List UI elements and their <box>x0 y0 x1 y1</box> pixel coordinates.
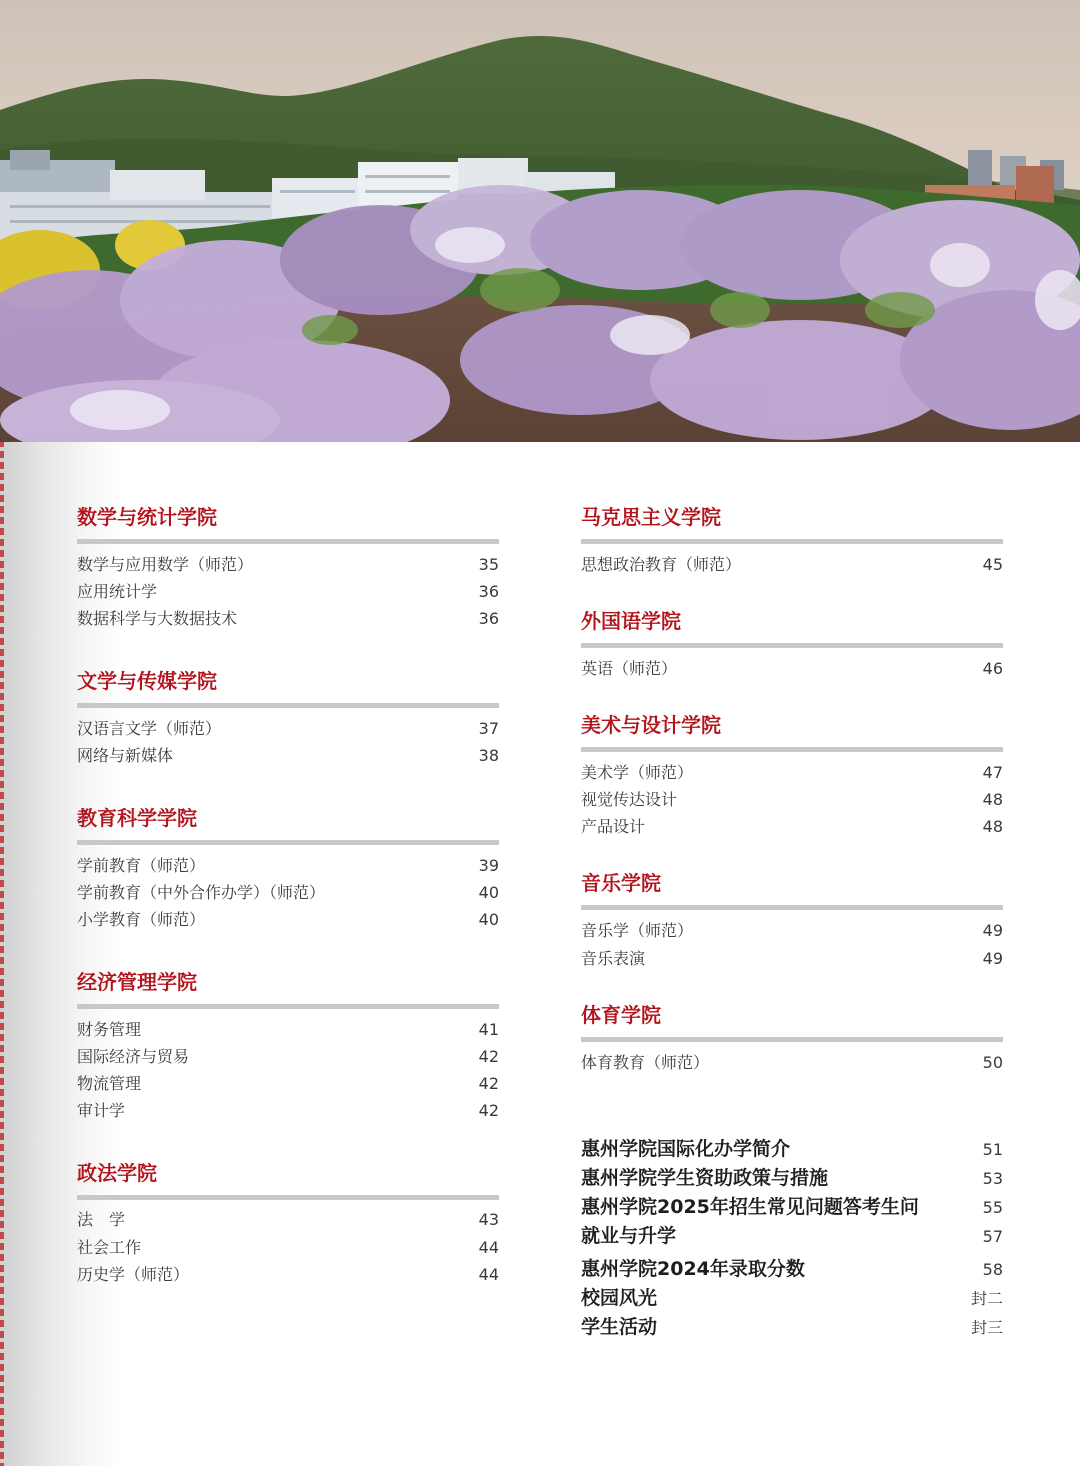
entry-name: 美术学（师范） <box>581 763 694 782</box>
entry-page: 44 <box>478 1238 499 1257</box>
entry-page: 40 <box>478 910 499 929</box>
entry-name: 国际经济与贸易 <box>77 1047 190 1066</box>
entry-page: 42 <box>478 1101 499 1120</box>
toc-extra-entry[interactable] <box>581 1255 1003 1284</box>
toc-entry[interactable] <box>77 906 499 933</box>
toc-entry[interactable] <box>77 1234 499 1261</box>
toc-entry[interactable] <box>581 945 1003 972</box>
toc-entry[interactable] <box>77 852 499 879</box>
entry-name: 物流管理 <box>77 1074 142 1093</box>
toc-entry[interactable] <box>77 1206 499 1233</box>
section-rule <box>581 747 1003 752</box>
extra-page: 58 <box>982 1260 1003 1279</box>
entry-page: 40 <box>478 883 499 902</box>
entry-page: 37 <box>478 719 499 738</box>
toc-entry[interactable] <box>581 551 1003 578</box>
entry-name: 社会工作 <box>77 1238 142 1257</box>
extra-page: 53 <box>982 1169 1003 1188</box>
entry-page: 48 <box>982 790 1003 809</box>
entry-name: 数学与应用数学（师范） <box>77 555 254 574</box>
toc-entry[interactable] <box>77 605 499 632</box>
entry-page: 42 <box>478 1047 499 1066</box>
entry-name: 产品设计 <box>581 817 646 836</box>
section-rule <box>77 840 499 845</box>
toc-entry[interactable] <box>581 655 1003 682</box>
extra-page: 55 <box>982 1198 1003 1217</box>
toc-entry[interactable] <box>77 551 499 578</box>
entry-page: 47 <box>982 763 1003 782</box>
section-rule <box>77 1195 499 1200</box>
entry-name: 法 学 <box>77 1210 126 1229</box>
entry-name: 音乐表演 <box>581 949 646 968</box>
toc-entry[interactable] <box>581 813 1003 840</box>
entry-page: 36 <box>478 582 499 601</box>
extra-page: 51 <box>982 1140 1003 1159</box>
entry-name: 英语（师范） <box>581 659 678 678</box>
extra-name: 就业与升学 <box>581 1225 677 1247</box>
extra-name: 校园风光 <box>581 1287 658 1309</box>
extra-page: 57 <box>982 1227 1003 1246</box>
section-title: 政法学院 <box>77 1161 157 1185</box>
section-title: 数学与统计学院 <box>77 505 217 529</box>
section-rule <box>77 703 499 708</box>
toc-entry[interactable] <box>581 1049 1003 1076</box>
section-title: 马克思主义学院 <box>581 505 721 529</box>
section-title: 美术与设计学院 <box>581 713 721 737</box>
entry-page: 49 <box>982 921 1003 940</box>
entry-name: 财务管理 <box>77 1020 142 1039</box>
toc-entry[interactable] <box>77 1043 499 1070</box>
extra-page: 封二 <box>970 1289 1003 1308</box>
entry-name: 视觉传达设计 <box>581 790 678 809</box>
entry-name: 数据科学与大数据技术 <box>77 609 238 628</box>
extra-name: 惠州学院2025年招生常见问题答考生问 <box>581 1196 919 1218</box>
entry-name: 思想政治教育（师范） <box>581 555 742 574</box>
entry-page: 46 <box>982 659 1003 678</box>
toc-entry[interactable] <box>581 786 1003 813</box>
entry-page: 38 <box>478 746 499 765</box>
section-rule <box>77 539 499 544</box>
entry-name: 小学教育（师范） <box>77 910 206 929</box>
toc-extra-entry[interactable] <box>581 1222 1003 1251</box>
entry-page: 42 <box>478 1074 499 1093</box>
section-rule <box>581 643 1003 648</box>
toc-extra-entry[interactable] <box>581 1164 1003 1193</box>
entry-page: 44 <box>478 1265 499 1284</box>
entry-name: 网络与新媒体 <box>77 746 174 765</box>
toc-entry[interactable] <box>77 1097 499 1124</box>
toc-extra-entry[interactable] <box>581 1284 1003 1313</box>
entry-page: 35 <box>478 555 499 574</box>
entry-name: 音乐学（师范） <box>581 921 694 940</box>
section-rule <box>581 905 1003 910</box>
entry-page: 48 <box>982 817 1003 836</box>
section-title: 外国语学院 <box>581 609 681 633</box>
entry-name: 体育教育（师范） <box>581 1053 710 1072</box>
campus-photo-illustration <box>0 0 1080 442</box>
toc-entry[interactable] <box>77 715 499 742</box>
entry-page: 41 <box>478 1020 499 1039</box>
section-title: 音乐学院 <box>581 871 661 895</box>
extra-name: 惠州学院2024年录取分数 <box>581 1258 805 1280</box>
entry-page: 39 <box>478 856 499 875</box>
entry-page: 36 <box>478 609 499 628</box>
extra-name: 学生活动 <box>581 1316 658 1338</box>
entry-page: 43 <box>478 1210 499 1229</box>
entry-page: 50 <box>982 1053 1003 1072</box>
entry-page: 45 <box>982 555 1003 574</box>
entry-name: 学前教育（中外合作办学）（师范） <box>77 883 326 902</box>
section-title: 教育科学学院 <box>77 806 197 830</box>
toc-entry[interactable] <box>581 917 1003 944</box>
toc-entry[interactable] <box>77 1016 499 1043</box>
toc-entry[interactable] <box>77 578 499 605</box>
section-title: 经济管理学院 <box>77 970 197 994</box>
entry-name: 历史学（师范） <box>77 1265 190 1284</box>
toc-extra-entry[interactable] <box>581 1135 1003 1164</box>
entry-name: 审计学 <box>77 1101 126 1120</box>
section-rule <box>77 1004 499 1009</box>
toc-entry[interactable] <box>77 742 499 769</box>
entry-name: 学前教育（师范） <box>77 856 206 875</box>
extra-name: 惠州学院国际化办学简介 <box>581 1138 791 1160</box>
toc-entry[interactable] <box>77 1261 499 1288</box>
section-title: 体育学院 <box>581 1003 661 1027</box>
section-title: 文学与传媒学院 <box>77 669 217 693</box>
extra-page: 封三 <box>970 1318 1003 1337</box>
extra-name: 惠州学院学生资助政策与措施 <box>581 1167 829 1189</box>
section-rule <box>581 1037 1003 1042</box>
entry-page: 49 <box>982 949 1003 968</box>
toc-extra-entry[interactable] <box>581 1313 1003 1342</box>
toc-entry[interactable] <box>77 879 499 906</box>
entry-name: 汉语言文学（师范） <box>77 719 222 738</box>
section-rule <box>581 539 1003 544</box>
entry-name: 应用统计学 <box>77 582 158 601</box>
toc-entry[interactable] <box>77 1070 499 1097</box>
toc-entry[interactable] <box>581 759 1003 786</box>
campus-photo <box>0 0 1080 442</box>
toc-extra-entry[interactable] <box>581 1193 1003 1222</box>
